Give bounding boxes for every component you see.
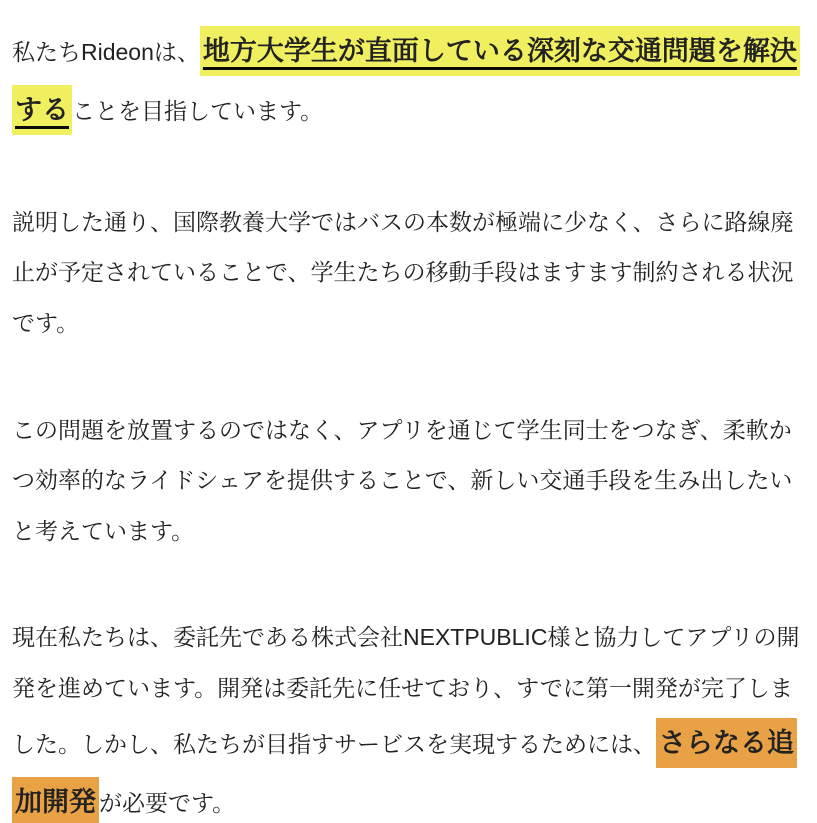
text-segment: と考えています。 [12, 517, 195, 544]
text-segment: この問題を放置するのではなく、アプリを通じて学生同士をつなぎ、柔軟か [12, 416, 792, 443]
text-segment: 発を進めています。開発は委託先に任せており、すでに第一開発が完了しま [12, 674, 793, 701]
highlight-yellow-segment: する [12, 85, 72, 135]
highlight-orange-segment: 加開発 [12, 777, 99, 823]
text-line [12, 405, 805, 456]
text-line [12, 197, 805, 248]
text-line [12, 773, 805, 823]
text-line [12, 714, 805, 773]
paragraph [12, 197, 805, 349]
text-segment: つ効率的なライドシェアを提供することで、新しい交通手段を生み出したい [12, 467, 793, 494]
paragraph [12, 405, 805, 557]
paragraph [12, 22, 805, 141]
text-line [12, 506, 805, 557]
highlight-orange-segment: さらなる追 [656, 718, 797, 768]
text-segment: 説明した通り、国際教養大学ではバスの本数が極端に少なく、さらに路線廃 [12, 208, 794, 235]
paragraph [12, 612, 805, 823]
text-segment: 現在私たちは、委託先である株式会社NEXTPUBLIC様と協力してアプリの開 [12, 624, 800, 651]
text-line [12, 298, 805, 349]
text-line [12, 247, 805, 298]
text-segment: 止が予定されていることで、学生たちの移動手段はますます制約される状況 [12, 259, 794, 286]
text-segment: です。 [12, 309, 80, 336]
text-segment: ことを目指しています。 [72, 98, 324, 125]
text-segment: した。しかし、私たちが目指すサービスを実現するためには、 [12, 730, 656, 757]
text-segment: 私たちRideonは、 [12, 39, 200, 65]
text-line [12, 612, 805, 663]
highlight-yellow-segment: 地方大学生が直面している深刻な交通問題を解決 [200, 26, 800, 76]
text-line [12, 455, 805, 506]
text-line [12, 22, 805, 81]
text-line [12, 663, 805, 714]
text-line [12, 81, 805, 140]
text-segment: が必要です。 [99, 789, 236, 816]
